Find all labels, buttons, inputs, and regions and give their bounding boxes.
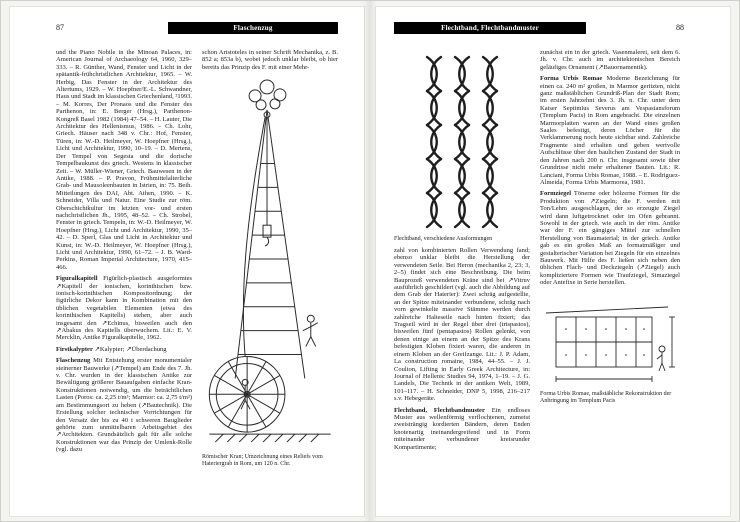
entry-flaschenzug (56, 357, 192, 453)
forma-urbis-figure-caption: Forma Urbis Romae, maßstäbliche Rekonstruktion der Anbringung im Templum Pacis (540, 390, 672, 404)
flechtband-illustration (417, 52, 507, 234)
entry-body: Ein endloses Muster aus wellenförmig verflochtenen, zumeist zweisträngig kordierten Bändern, deren Enden knotenartig ineinandergreifend und in Form miteinander verbundener kreisrunder Kompartimente; (394, 406, 530, 451)
entry-formziegel (540, 190, 680, 286)
page-88 (375, 6, 731, 517)
entry-body: ↗Kalypter; ↗Überdachung (94, 345, 167, 353)
roman-crane-figure (202, 74, 338, 452)
entry-term: Formziegel (540, 190, 572, 198)
entry-forma-urbis-romae (540, 75, 680, 186)
page-87 (9, 6, 365, 517)
flechtband-figure-caption: Flechtband, verschiedene Ausformungen (394, 236, 493, 242)
bibliography-continuation: und the Piano Nobile in the Minoan Palaces, in: American Journal of Archaeology 64, 1960, 329–333. – R. Günther, Wand, Fenster und Licht in der spätantik-frühchristlichen Architektur, 1965. – W. Herbig, Das Fenster in der Architektur des Altertums, 1929. – W. Hoepfner/E.-L. Schwandner, Haus und Stadt im klassischen Griechenland, ²1993. – M. Korres, Der Pronaos und die Fenster des Parthenon, in: E. Berger (Hrsg.), Parthenon-Kongreß Basel 1982 (1984) 47–54. – H. Lauter, Die Architektur des Hellenismus, 1986. – Ch. Lohr, Griech. Häuser nach 348 v. Chr.: Hof, Fenster, Türen, in: W.-D. Heilmeyer, W. Hoepfner (Hrsg.), Licht und Architektur, 1990, 10–19. – D. Mertens, Der Tempel von Segesta und die dorische Tempelbaukunst des griech. Westens in klassischer Zeit. – W. Müller-Wiener, Griech. Bauwesen in der Antike, 1988. – P. Pravon, Frühmittelalterliche Grab- und Mausoleenbauten in Istrien, in: 75. Beih. Mitteilungen des DAI, Abt. Athen, 1990. – K. Schneider, Villa und Natur. Eine Studie zur röm. Oberschichtkultur im letzten vor- und ersten nachchristlichen Jh., 1995, 48–52. – Ch. Strobel, Fenster in griech. Tempeln, in: W.-D. Heilmeyer, W. Hoepfner (Hrsg.), Licht und Architektur, 1990, 35–42. – D. Sperl, Glas und Licht in Architektur und Kunst, in: W.-D. Heilmeyer, W. Hoepfner (Hrsg.), Licht und Architektur, 1990, 61–72. – J. B. Ward-Perkins, Roman Imperial Architecture, 1970, 415–466. (56, 49, 192, 271)
right-page-column-1 (394, 49, 530, 451)
flaschenzug-text-continued: zahl von kombinierten Rollen Verwendung fand; ebenso unklar bleibt die Herstellung der verwendeten Seile. Bei Heron (mechanika 2, 23; 3, 2–5) findet sich eine Beschreibung. Die beim Bauprozeß verwendeten Kräne sind bei ↗Vitruv ausführlich geschildert (vgl. auch die Abbildung auf dem Grab der Haterier): Zwei schräg aufgestellte, an der Spitze miteinander verbundene, schräg nach vorn gewinkelte massive Stämme werden durch zahlreiche Halteseile nach hinten fixiert; das Tragseil wird in der Regel über drei (trispastos), bisweilen fünf (pentapastos) Rollen gelenkt, von denen einige an einem an der Spitze des Krans befestigten Kloben fixiert waren, die anderen in einem Kloben an der Greifzange. Lit.: J. P. Adam, La construction romaine, 1984, 44–55. – J. J. Coulton, Lifting in Early Greek Architecture, in: Journal of Hellenic Studies 94, 1974, 1–19. – J. G. Landels, Die Technik in der antiken Welt, 1989, 101–117. – H. Schneider, DNP 5, 1998, 216–217 s.v. Hebegeräte. (394, 247, 530, 403)
flechtband-figure (394, 52, 530, 234)
roman-crane-illustration (205, 74, 335, 452)
entry-body: Figürlich-plastisch ausgeformtes ↗Kapitell der ionischen, korinthischen bzw. ionisch-korinthischen Kompositordnung; der figürliche Dekor kann in Kombination mit den üblichen vegetabilen Elementen (etwa des korinthischen Kapitells) stehen, aber auch insgesamt den ↗Echinus, bisweilen auch den ↗Abakus des Kapitells überwuchern. Lit.: E. V. Mercklin, Antike Figuralkapitelle, 1962. (56, 275, 192, 342)
page-number-left: 87 (56, 23, 64, 32)
entry-figuralkapitell (56, 275, 192, 342)
running-head-right: Flechtband, Flechtbandmuster (394, 22, 586, 34)
entry-term: Firstkalypter (56, 345, 93, 353)
entry-body: Moderne Bezeichnung für einen ca. 240 m² großen, in Marmor geritzten, nicht ganz maßstäblichen Grundriß-Plan der Stadt Rom; im ersten Jahrzehnt des 3. Jh. n. Chr. unter dem Kaiser Septimius Severus am Vespasiansforum (Templum Pacis) in Rom angebracht. Die einzelnen Marmorplatten waren an der Wand eines großen Saales befestigt, deren Löcher für die Verklammerung noch heute sichtbar sind. Zahlreiche Fragmente sind erhalten und geben wertvolle Aufschlüsse über den baulichen Zustand der Stadt in den Jahren nach 200 n. Chr. insgesamt sowie über Grundrisse nicht mehr erhaltener Bauten. Lit.: R. Lanciani, Forma Urbis Romae, 1988. – E. Rodriguez-Almeida, Forma Urbis Marmorea, 1981. (540, 75, 680, 186)
left-page-column-1 (56, 49, 192, 454)
flaschenzug-continuation: schon Aristoteles in seiner Schrift Mechanika, z. B. 852 a; 853a b), wobei jedoch unklar bleibt, ob hier bereits das Prinzip des F. mit einer Mehr- (202, 49, 338, 71)
forma-urbis-figure (540, 303, 680, 389)
page-number-right: 88 (676, 23, 684, 32)
left-page-column-2 (202, 49, 338, 468)
entry-term: Flechtband, Flechtbandmuster (394, 406, 485, 414)
entry-flechtband (394, 407, 530, 451)
entry-term: Figuralkapitell (56, 275, 98, 283)
entry-body: Tönerne oder hölzerne Formen für die Produktion von ↗Ziegeln; die F. werden mit Ton/Lehm ausgeschlagen, der so erzeugte Ziegel wird dann luftgetrocknet oder im Ofen gebrannt. Sowohl in der griech. wie auch in der röm. Antike war der F. ein gängiges Mittel zur schnellen Herstellung von Baumaterial; in der griech. Antike gab es ein großes Maß an formatmäßiger und gestalterischer Variation bei Ziegeln für ein einzelnes Bauwerk. Mit Hilfe des F. ließen sich neben den üblichen Flach- und Deckziegeln (↗Ziegel) auch kompliziertere Formen wie Traufziegel, Simaziegel oder Antefixe in Serie herstellen. (540, 190, 680, 287)
right-page-column-2 (540, 49, 680, 405)
entry-term: Forma Urbis Romae (540, 75, 603, 83)
entry-firstkalypter (56, 346, 192, 353)
flechtband-continuation: zunächst ein in der griech. Vasenmalerei, seit dem 6. Jh. v. Chr. auch im architektonischen Bereich geläufiges Ornament (↗Bauornamentik). (540, 49, 680, 71)
entry-body: Mit Entstehung erster monumentaler steinerner Bauwerke (↗Tempel) am Ende des 7. Jh. v. Chr. wurden in der klassischen Antike zur Bewältigung größerer Bauaufgaben einfache Kran-Konstruktionen notwendig, um die beträchtlichen Lasten (Poros: ca. 2,25 t/m³; Marmor: ca. 2,75 t/m³) am Bestimmungsort zu heben (↗Bautechnik). Die Erstellung solcher technischer Vorrichtungen für den Versatz der bis zu 40 t schweren Bauglieder gehörte zum unmittelbaren Arbeitsgebiet des ↗Architekten. Grundsätzlich galt für alle solche Konstruktionen war das Prinzip der Umlenk-Rolle (vgl. dazu (56, 357, 192, 454)
entry-term: Flaschenzug (56, 357, 91, 365)
forma-urbis-illustration (540, 303, 680, 389)
running-head-left: Flaschenzug (168, 22, 338, 34)
page-gutter (363, 1, 377, 522)
crane-figure-caption: Römischer Kran; Umzeichnung eines Reliefs vom Hateriergrab in Rom, um 120 n. Chr. (202, 454, 323, 468)
